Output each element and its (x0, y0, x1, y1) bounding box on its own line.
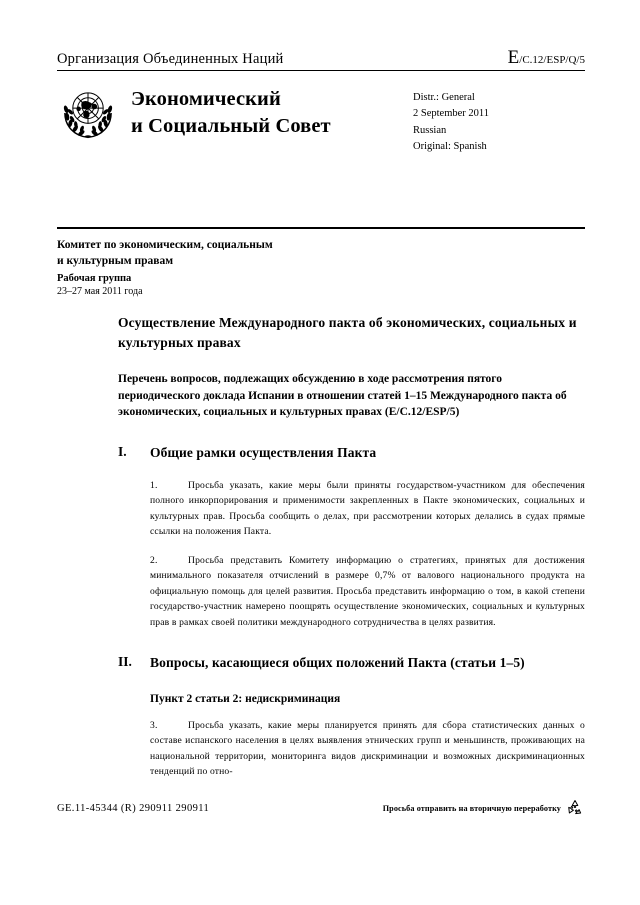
emblem-container (57, 82, 131, 141)
distribution-line: Distr.: General (413, 92, 475, 103)
paragraph-1 (118, 478, 585, 540)
document-symbol-suffix: /C.12/ESP/Q/5 (519, 54, 585, 66)
document-symbol (508, 48, 585, 67)
section-heading-ii (118, 654, 585, 672)
committee-name-line-2: и культурным правам (57, 255, 174, 268)
distribution-language: Russian (413, 124, 447, 136)
page-footer (57, 798, 585, 818)
masthead-top-row (57, 48, 585, 71)
committee-name-line-1: Комитет по экономическим, социальным (57, 239, 273, 251)
council-title-line-1: Экономический (131, 88, 281, 110)
council-title-line-2: и Социальный Совет (131, 115, 331, 138)
recycle-icon (565, 798, 585, 818)
paragraph-text-2: Просьба представить Комитету информацию о стратегиях, принятых для достижения минимального показателя отчислений в размере 0,7% от валового национального продукта на официальную помощь для целей развития. Просьба представить информацию о том, в какой степени государство-участник намерено поощрять осуществление экономических, социальных и культурных прав в рамках своей политики международного сотрудничества в целях развития. (150, 554, 585, 628)
recycle-text: Просьба отправить на вторичную переработку (382, 803, 561, 813)
recycle-notice (383, 798, 585, 818)
paragraph-number-2: 2. (150, 554, 158, 566)
un-emblem-icon (57, 85, 119, 141)
distribution-original: Original: Spanish (413, 140, 487, 152)
paragraph-number-3: 3. (150, 719, 158, 731)
section-number-ii: II. (118, 654, 132, 670)
distribution-block (413, 82, 585, 155)
section-title-i: Общие рамки осуществления Пакта (150, 445, 377, 461)
section-title-ii: Вопросы, касающиеся общих положений Пакта (статьи 1–5) (150, 655, 525, 671)
document-body (118, 313, 585, 780)
working-group-label: Рабочая группа (57, 272, 132, 284)
paragraph-3 (118, 718, 585, 780)
committee-name (57, 237, 585, 270)
council-title (131, 82, 413, 140)
job-number: GE.11-45344 (R) 290911 290911 (57, 802, 210, 814)
subsection-heading: Пункт 2 статьи 2: недискриминация (150, 692, 341, 705)
page-title: Осуществление Международного пакта об экономических, социальных и культурных правах (118, 315, 577, 350)
masthead (57, 48, 585, 155)
masthead-divider (57, 227, 585, 229)
session-dates: 23–27 мая 2011 года (57, 285, 143, 297)
organization-name: Организация Объединенных Наций (57, 51, 284, 67)
paragraph-number-1: 1. (150, 479, 158, 491)
document-symbol-prefix: E (507, 47, 520, 68)
section-heading-i (118, 444, 585, 462)
committee-block (57, 237, 585, 297)
paragraph-text-3: Просьба указать, какие меры планируется принять для сбора статистических данных о составе испанского населения в целях выявления этнических групп и меньшинств, проживающих на национальной территории, мониторинга видов дискриминации и возможных дискриминационных тенденций по отно- (150, 719, 585, 778)
distribution-date: 2 September 2011 (413, 108, 490, 120)
paragraph-2 (118, 553, 585, 631)
paragraph-text-1: Просьба указать, какие меры были приняты государством-участником для обеспечения полного инкорпорирования и применимости закрепленных в Пакте экономических, социальных и культурных прав. Просьба сообщить о делах, при рассмотрении которых делались в судах прямые ссылки на положения Пакта. (150, 479, 585, 538)
masthead-body-row (57, 82, 585, 155)
section-number-i: I. (118, 444, 127, 460)
document-subtitle: Перечень вопросов, подлежащих обсуждению в ходе рассмотрения пятого периодического доклада Испании в отношении статей 1–15 Международного пакта об экономических, социальных и культурных правах (E/C.12/ESP/5) (118, 373, 567, 418)
